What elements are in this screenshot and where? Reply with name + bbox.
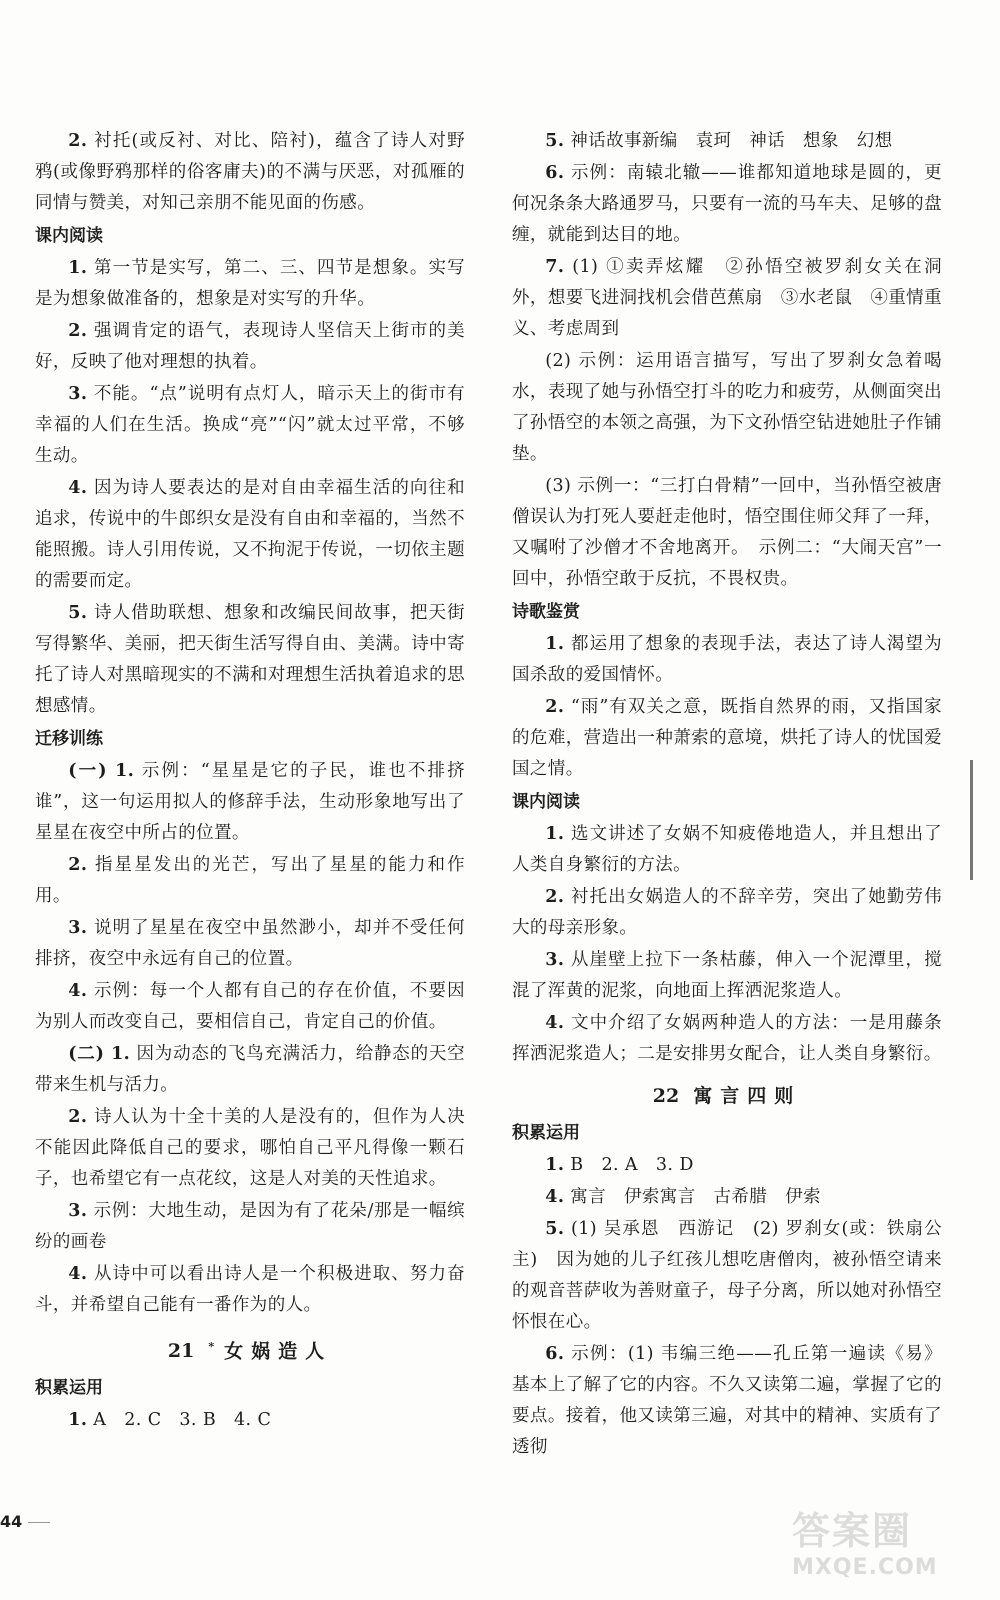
answer-text: (1) 吴承恩 西游记 (2) 罗刹女(或：铁扇公主) 因为她的儿子红孩儿想吃唐僧肉，被孙悟空请来的观音菩萨收为善财童子，母子分离，所以她对孙悟空怀恨在心。 [512,1219,943,1332]
right-column [512,126,942,1464]
answer-paragraph [512,252,942,345]
answer-number: 4. [68,478,88,498]
answer-paragraph [35,1259,465,1321]
side-mark [970,760,973,880]
answer-number: 1. [545,824,565,844]
answer-number: 4. [68,1264,88,1284]
left-column [35,126,465,1437]
answer-paragraph [512,1214,942,1338]
watermark [792,1500,972,1580]
lesson-title [512,1078,942,1114]
answer-text: 说明了星星在夜空中虽然渺小，却并不受任何排挤，夜空中永远有自己的位置。 [35,918,466,969]
answer-text: 示例：大地生动，是因为有了花朵/那是一幅缤纷的画卷 [35,1201,466,1252]
lesson-mark: * [208,1340,215,1353]
answer-paragraph [512,471,942,595]
answer-text: 示例：(1) 韦编三绝——孔丘第一遍读《易》基本上了解了它的内容。不久又读第二遍，掌握了它的要点。接着，他又读第三遍，对其中的精神、实质有了透彻 [512,1344,943,1457]
answer-paragraph [35,913,465,975]
answer-paragraph [512,692,942,785]
answer-text: 指星星发出的光芒，写出了星星的能力和作用。 [35,855,465,906]
section-heading: 迁移训练 [35,729,103,749]
answer-number: 3. [68,384,88,404]
answer-number: 1. [68,1410,88,1431]
lesson-number: 21 [167,1340,195,1363]
answer-text: 选文讲述了女娲不知疲倦地造人，并且想出了人类自身繁衍的方法。 [512,824,943,875]
answer-paragraph [512,1182,942,1213]
answer-number: 6. [545,163,565,183]
page-number: 44 [0,1512,50,1531]
answer-text: 文中介绍了女娲两种造人的方法：一是用藤条挥洒泥浆造人；二是安排男女配合，让人类自身繁衍。 [512,1013,943,1064]
answer-text: 诗人借助联想、想象和改编民间故事，把天街写得繁华、美丽，把天街生活写得自由、美满。诗中寄托了诗人对黑暗现实的不满和对理想生活执着追求的思想感情。 [35,603,466,716]
answer-paragraph [35,379,465,472]
watermark-url: MXQE.COM [792,1555,938,1580]
watermark-logo: 答案圈 [792,1509,913,1553]
answer-number: 1. [545,1155,565,1175]
answer-text: (1) ①卖弄炫耀 ②孙悟空被罗刹女关在洞外，想要飞进洞找机会借芭蕉扇 ③水老鼠 ④重情重义、考虑周到 [512,257,942,339]
answer-number: (一) 1. [68,761,135,781]
section-heading: 积累运用 [35,1378,103,1399]
answer-paragraph [512,158,942,251]
answer-paragraph [35,1039,465,1101]
answer-text: 示例：每一个人都有自己的存在价值，不要因为别人而改变自己，要相信自己，肯定自己的价值。 [35,981,466,1032]
answer-number: 3. [545,950,565,970]
answer-text: 神话故事新编 袁珂 神话 想象 幻想 [570,131,893,151]
answer-text: B 2. A 3. D [570,1155,694,1175]
answer-text: 从崖壁上拉下一条枯藤，伸入一个泥潭里，搅混了浑黄的泥浆，向地面上挥洒泥浆造人。 [512,950,943,1001]
answer-paragraph [35,976,465,1038]
answer-number: 5. [545,1219,565,1239]
answer-paragraph [35,756,465,849]
answer-number: 2. [68,1107,88,1127]
answer-paragraph [35,1196,465,1258]
answer-text: 都运用了想象的表现手法，表达了诗人渴望为国杀敌的爱国情怀。 [512,634,943,685]
answer-paragraph [35,1102,465,1195]
answer-paragraph [35,126,465,219]
answer-number: 2. [68,855,88,875]
section-heading: 课内阅读 [512,792,580,812]
answer-paragraph [35,473,465,597]
answer-number: 3. [68,1201,88,1221]
lesson-title [35,1329,465,1369]
answer-paragraph [512,1339,942,1463]
answer-paragraph [512,629,942,691]
answer-paragraph [512,126,942,157]
answer-number: 2. [545,697,565,717]
answer-paragraph [35,850,465,912]
answer-number: 2. [545,887,565,907]
answer-paragraph [512,819,942,881]
answer-text: 强调肯定的语气，表现诗人坚信天上街市的美好，反映了他对理想的执着。 [35,321,466,372]
answer-paragraph [512,945,942,1007]
answer-text: 第一节是实写，第二、三、四节是想象。实写是为想象做准备的，想象是对实写的升华。 [35,258,466,309]
answer-number: 1. [545,634,565,654]
answer-text: 诗人认为十全十美的人是没有的，但作为人决不能因此降低自己的要求，哪怕自己平凡得像一颗石子，也希望它有一点花纹，这是人对美的天性追求。 [35,1107,466,1189]
answer-number: 5. [545,131,565,151]
lesson-name: 女娲造人 [224,1340,333,1363]
answer-paragraph [512,1008,942,1070]
answer-paragraph [35,316,465,378]
answer-text: 因为诗人要表达的是对自由幸福生活的向往和追求，传说中的牛郎织女是没有自由和幸福的，当然不能照搬。诗人引用传说，又不拘泥于传说，一切依主题的需要而定。 [35,478,466,591]
answer-number: 7. [545,257,565,277]
lesson-name: 寓言四则 [693,1085,802,1107]
answer-text: 衬托出女娲造人的不辞辛劳，突出了她勤劳伟大的母亲形象。 [512,887,943,938]
answer-text: A 2. C 3. B 4. C [93,1410,272,1431]
answer-number: 5. [68,603,88,623]
answer-paragraph [512,882,942,944]
answer-text: 不能。“点”说明有点灯人，暗示天上的街市有幸福的人们在生活。换成“亮”“闪”就太过平常，不够生动。 [35,384,465,466]
answer-number: 1. [68,258,88,278]
answer-text: (3) 示例一：“三打白骨精”一回中，当孙悟空被唐僧误认为打死人要赶走他时，悟空围住师父拜了一拜，又嘱咐了沙僧才不舍地离开。 示例二：“大闹天宫”一回中，孙悟空敢于反抗，不畏权贵。 [512,476,942,589]
answer-number: 2. [68,131,88,151]
answer-number: 3. [68,918,88,938]
answer-number: 4. [545,1187,565,1207]
answer-text: “雨”有双关之意，既指自然界的雨，又指国家的危难，营造出一种萧索的意境，烘托了诗人的忧国爱国之情。 [512,697,942,779]
section-heading: 诗歌鉴赏 [512,602,580,622]
answer-text: 寓言 伊索寓言 古希腊 伊索 [570,1187,821,1207]
answer-text: 从诗中可以看出诗人是一个积极进取、努力奋斗，并希望自己能有一番作为的人。 [35,1264,466,1315]
section-heading: 积累运用 [512,1123,580,1143]
answer-number: 2. [68,321,88,341]
answer-number: 4. [545,1013,565,1033]
answer-paragraph [35,598,465,722]
answer-text: 衬托(或反衬、对比、陪衬)，蕴含了诗人对野鸦(或像野鸦那样的俗客庸夫)的不满与厌恶，对孤雁的同情与赞美，对知己亲朋不能见面的伤感。 [35,131,465,213]
answer-number: 6. [545,1344,565,1364]
answer-text: 因为动态的飞鸟充满活力，给静态的天空带来生机与活力。 [35,1044,466,1095]
answer-text: 示例：南辕北辙——谁都知道地球是圆的，更何况条条大路通罗马，只要有一流的马车夫、足够的盘缠，就能到达目的地。 [512,163,942,245]
answer-paragraph [512,346,942,470]
answer-text: 示例：“星星是它的子民，谁也不排挤谁”，这一句运用拟人的修辞手法，生动形象地写出了星星在夜空中所占的位置。 [35,761,465,843]
answer-paragraph [512,1150,942,1181]
answer-number: 4. [68,981,88,1001]
answer-text: (2) 示例：运用语言描写，写出了罗刹女急着喝水，表现了她与孙悟空打斗的吃力和疲劳，从侧面突出了孙悟空的本领之高强，为下文孙悟空钻进她肚子作铺垫。 [512,351,942,464]
lesson-number: 22 [652,1085,680,1107]
answer-number: (二) 1. [68,1044,131,1064]
section-heading: 课内阅读 [35,226,103,246]
answer-paragraph [35,253,465,315]
answer-paragraph [35,1405,465,1436]
